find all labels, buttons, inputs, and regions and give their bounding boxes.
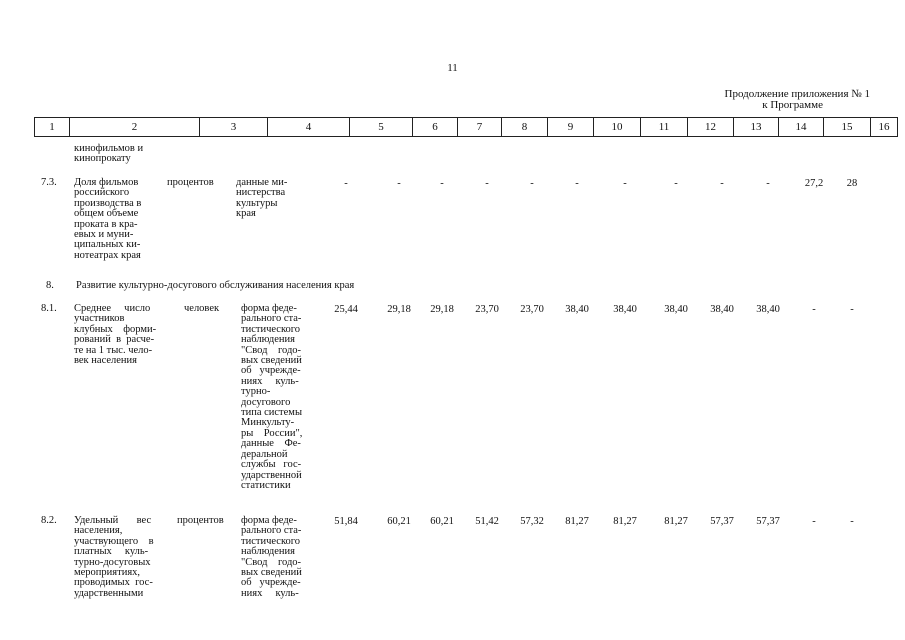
- row-r81-value-col-11: 38,40: [613, 304, 637, 315]
- column-header-14: 14: [779, 118, 824, 137]
- row-r81-value-col-14: 38,40: [756, 304, 780, 315]
- row-8-2-number: 8.2.: [41, 515, 57, 526]
- row-r73-value-col-8: -: [485, 178, 489, 189]
- row-r82-value-col-9: 57,32: [520, 516, 544, 527]
- row-r82-value-col-10: 81,27: [565, 516, 589, 527]
- column-header-10: 10: [594, 118, 641, 137]
- column-header-5: 5: [350, 118, 413, 137]
- row-r81-value-col-8: 23,70: [475, 304, 499, 315]
- column-header-11: 11: [641, 118, 688, 137]
- column-header-2: 2: [70, 118, 200, 137]
- row-r73-value-col-11: -: [623, 178, 627, 189]
- column-header-6: 6: [413, 118, 458, 137]
- page-number: 11: [447, 62, 458, 74]
- column-header-1: 1: [35, 118, 70, 137]
- row-r82-value-col-11: 81,27: [613, 516, 637, 527]
- column-header-4: 4: [268, 118, 350, 137]
- appendix-note-line2: к Программе: [762, 99, 823, 111]
- row-8-1-number: 8.1.: [41, 303, 57, 314]
- row-7-3-unit: процентов: [167, 177, 214, 188]
- section-8-title: Развитие культурно-досугового обслуживания населения края: [76, 280, 355, 291]
- column-header-8: 8: [502, 118, 548, 137]
- row-r82-value-col-16: -: [850, 516, 854, 527]
- row-r73-value-col-14: -: [766, 178, 770, 189]
- row-r81-value-col-6: 29,18: [387, 304, 411, 315]
- appendix-note: [640, 89, 870, 111]
- row-r81-value-col-10: 38,40: [565, 304, 589, 315]
- column-header-7: 7: [458, 118, 502, 137]
- row-r81-value-col-15: -: [812, 304, 816, 315]
- row-r81-value-col-13: 38,40: [710, 304, 734, 315]
- row-r81-value-col-9: 23,70: [520, 304, 544, 315]
- row-7-3-name: Доля фильмов российского производства в общем объеме проката в кра- евых и муни- ципальных ки- нотеатрах края: [74, 177, 142, 261]
- row-r73-value-col-7: -: [440, 178, 444, 189]
- row-r82-value-col-12: 81,27: [664, 516, 688, 527]
- row-r73-value-col-10: -: [575, 178, 579, 189]
- row-r73-value-col-15: 27,2: [804, 178, 824, 189]
- row-r81-value-col-7: 29,18: [430, 304, 454, 315]
- row-r82-value-col-13: 57,37: [710, 516, 734, 527]
- column-header-13: 13: [734, 118, 779, 137]
- column-header-15: 15: [824, 118, 871, 137]
- carryover-name: кинофильмов и кинопрокату: [74, 143, 144, 165]
- row-r82-value-col-14: 57,37: [756, 516, 780, 527]
- row-r73-value-col-13: -: [720, 178, 724, 189]
- row-r73-value-col-12: -: [674, 178, 678, 189]
- row-r73-value-col-6: -: [397, 178, 401, 189]
- row-r73-value-col-5: -: [344, 178, 348, 189]
- column-header-16: 16: [871, 118, 898, 137]
- row-7-3-source: данные ми- нистерства культуры края: [236, 177, 288, 220]
- row-r81-value-col-12: 38,40: [664, 304, 688, 315]
- row-r82-value-col-8: 51,42: [475, 516, 499, 527]
- column-header-row: [34, 117, 898, 137]
- row-8-1-source: форма феде- рального ста- тистического наблюдения "Свод годо- вых сведений об учрежде- ниях куль- турно- досугового типа системы Минкульту- ры России", данные Фе- деральной службы гос- ударственной статистики: [241, 303, 303, 491]
- row-r73-value-col-16: 28: [846, 178, 858, 189]
- row-8-1-unit: человек: [184, 303, 220, 314]
- row-r82-value-col-6: 60,21: [387, 516, 411, 527]
- row-r73-value-col-9: -: [530, 178, 534, 189]
- column-header-12: 12: [688, 118, 734, 137]
- row-8-2-unit: процентов: [177, 515, 224, 526]
- row-r81-value-col-16: -: [850, 304, 854, 315]
- column-header-3: 3: [200, 118, 268, 137]
- row-8-2-source: форма феде- рального ста- тистического наблюдения "Свод годо- вых сведений об учрежде- ниях куль-: [241, 515, 302, 599]
- row-8-2-name: Удельный вес населения, участвующего в платных куль- турно-досуговых мероприятиях, проводимых гос- ударственными: [74, 515, 154, 599]
- row-7-3-number: 7.3.: [41, 177, 57, 188]
- row-r82-value-col-5: 51,84: [334, 516, 358, 527]
- row-r82-value-col-15: -: [812, 516, 816, 527]
- row-8-1-name: Среднее число участников клубных форми- рований в расче- те на 1 тыс. чело- век населения: [74, 303, 157, 367]
- row-r81-value-col-5: 25,44: [334, 304, 358, 315]
- column-header-9: 9: [548, 118, 594, 137]
- appendix-note-line1: Продолжение приложения № 1: [724, 88, 870, 100]
- section-8-number: 8.: [46, 280, 54, 291]
- row-r82-value-col-7: 60,21: [430, 516, 454, 527]
